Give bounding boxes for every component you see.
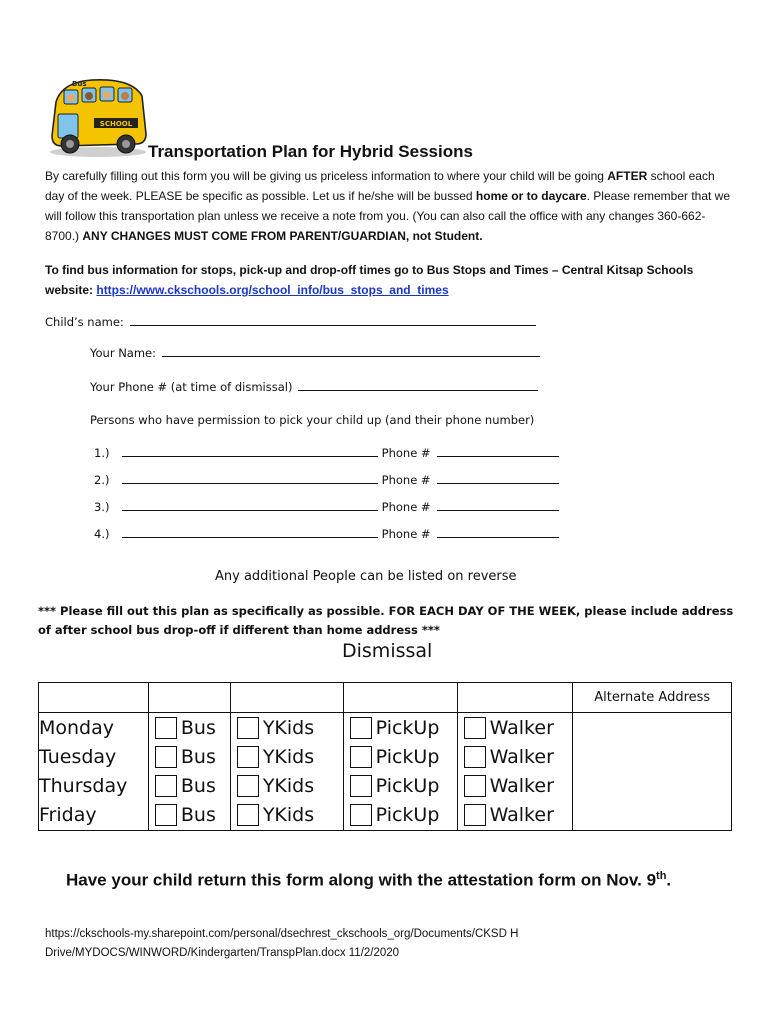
pickup-label: PickUp [375, 775, 440, 797]
walker-checkbox[interactable] [464, 804, 486, 826]
bus-label: Bus [180, 775, 216, 797]
day-label: Tuesday [39, 743, 149, 772]
person-phone-field[interactable] [437, 527, 559, 538]
walker-label: Walker [489, 804, 554, 826]
alternate-address-cell[interactable] [573, 801, 732, 831]
school-bus-logo [42, 74, 154, 158]
your-phone-label: Your Phone # (at time of dismissal) [90, 380, 293, 394]
table-row-friday [39, 801, 732, 831]
bus-label: Bus [180, 716, 216, 739]
return-end: . [666, 870, 672, 890]
your-name-field[interactable] [162, 346, 540, 357]
walker-checkbox[interactable] [464, 746, 486, 768]
pickup-checkbox[interactable] [350, 775, 372, 797]
ykids-checkbox[interactable] [237, 775, 259, 797]
intro-text-1: By carefully filling out this form you will be giving us priceless information to where your child will be going [45, 169, 608, 183]
additional-people-note: Any additional People can be listed on reverse [215, 569, 517, 584]
walker-label: Walker [489, 775, 554, 797]
person-row-3 [94, 500, 559, 514]
pickup-checkbox[interactable] [350, 717, 372, 739]
instructions-note: *** Please fill out this plan as specifically as possible. FOR EACH DAY OF THE WEEK, please include address of after school bus drop-off if different than home address *** [38, 604, 734, 637]
ykids-checkbox[interactable] [237, 746, 259, 768]
person-number: 2.) [94, 473, 110, 487]
intro-bold-2: home or to daycare [475, 189, 587, 203]
day-label: Thursday [39, 772, 149, 801]
person-phone-field[interactable] [437, 446, 559, 457]
intro-text-3: . Please remember that we will follow this transportation plan unless we receive a note from you. (You can also call the office with any changes 360-662-8700.) [45, 189, 731, 243]
child-name-field[interactable] [130, 315, 536, 326]
alternate-address-cell[interactable] [573, 743, 732, 772]
child-name-row [45, 315, 536, 329]
walker-label: Walker [489, 746, 554, 768]
day-label: Monday [39, 713, 149, 743]
page-title: Transportation Plan for Hybrid Sessions [148, 142, 473, 161]
bus-checkbox[interactable] [155, 746, 177, 768]
table-row-monday [39, 713, 732, 743]
intro-bold-3: ANY CHANGES MUST COME FROM PARENT/GUARDIAN, not Student. [82, 229, 483, 243]
person-row-2 [94, 473, 559, 487]
alternate-address-cell[interactable] [573, 772, 732, 801]
ykids-label: YKids [262, 804, 315, 826]
bus-stops-link[interactable]: https://www.ckschools.org/school_info/bus_stops_and_times [96, 283, 449, 297]
pickup-label: PickUp [375, 804, 440, 826]
phone-label: Phone # [381, 446, 431, 460]
walker-label: Walker [489, 716, 554, 739]
return-text: Have your child return this form along with the attestation form on Nov. 9 [66, 870, 657, 890]
person-name-field[interactable] [122, 446, 378, 457]
bus-info-paragraph [45, 260, 735, 300]
person-row-4 [94, 527, 559, 541]
header-cell [343, 683, 457, 713]
your-name-row [90, 346, 540, 360]
your-phone-field[interactable] [298, 380, 538, 391]
alternate-address-header: Alternate Address [573, 683, 732, 713]
pickup-checkbox[interactable] [350, 804, 372, 826]
walker-checkbox[interactable] [464, 775, 486, 797]
walker-checkbox[interactable] [464, 717, 486, 739]
your-name-label: Your Name: [90, 346, 157, 360]
bus-checkbox[interactable] [155, 804, 177, 826]
phone-label: Phone # [381, 473, 431, 487]
ykids-label: YKids [262, 716, 315, 739]
pickup-checkbox[interactable] [350, 746, 372, 768]
phone-label: Phone # [381, 500, 431, 514]
child-name-label: Child’s name: [45, 315, 124, 329]
person-name-field[interactable] [122, 527, 378, 538]
bus-label: Bus [180, 746, 216, 768]
permission-label: Persons who have permission to pick your child up (and their phone number) [90, 413, 535, 427]
phone-label: Phone # [381, 527, 431, 541]
table-row-thursday [39, 772, 732, 801]
bus-checkbox[interactable] [155, 717, 177, 739]
bus-checkbox[interactable] [155, 775, 177, 797]
pickup-label: PickUp [375, 716, 440, 739]
dismissal-table [38, 682, 732, 831]
person-name-field[interactable] [122, 473, 378, 484]
table-header-row [39, 683, 732, 713]
person-row-1 [94, 446, 559, 460]
header-cell [148, 683, 230, 713]
person-phone-field[interactable] [437, 473, 559, 484]
ykids-checkbox[interactable] [237, 804, 259, 826]
logo-school-text: SCHOOL [99, 120, 133, 128]
person-phone-field[interactable] [437, 500, 559, 511]
person-name-field[interactable] [122, 500, 378, 511]
return-instruction [66, 870, 671, 891]
your-phone-row [90, 380, 538, 394]
alternate-address-cell[interactable] [573, 713, 732, 743]
person-number: 4.) [94, 527, 110, 541]
day-label: Friday [39, 801, 149, 831]
logo-bus-text: Bus [72, 80, 87, 88]
bus-info-text: To find bus information for stops, pick-up and drop-off times go to Bus Stops and Times – Central Kitsap Schools website: [45, 263, 694, 297]
return-superscript: th [656, 870, 667, 882]
header-cell [39, 683, 149, 713]
person-number: 1.) [94, 446, 110, 460]
document-path: https://ckschools-my.sharepoint.com/personal/dsechrest_ckschools_org/Documents/CKSD H Drive/MYDOCS/WINWORD/Kindergarten/TranspPlan.docx 11/2/2020 [45, 928, 519, 959]
intro-paragraph [45, 166, 735, 246]
dismissal-heading: Dismissal [342, 640, 433, 662]
pickup-label: PickUp [375, 746, 440, 768]
person-number: 3.) [94, 500, 110, 514]
header-cell [457, 683, 573, 713]
header-cell [230, 683, 343, 713]
intro-text-2: school each day of the week. PLEASE be specific as possible. Let us if he/she will be bussed [45, 169, 715, 203]
ykids-label: YKids [262, 775, 315, 797]
intro-bold-1: AFTER [607, 169, 648, 183]
ykids-label: YKids [262, 746, 315, 768]
ykids-checkbox[interactable] [237, 717, 259, 739]
table-row-tuesday [39, 743, 732, 772]
bus-label: Bus [180, 804, 216, 826]
